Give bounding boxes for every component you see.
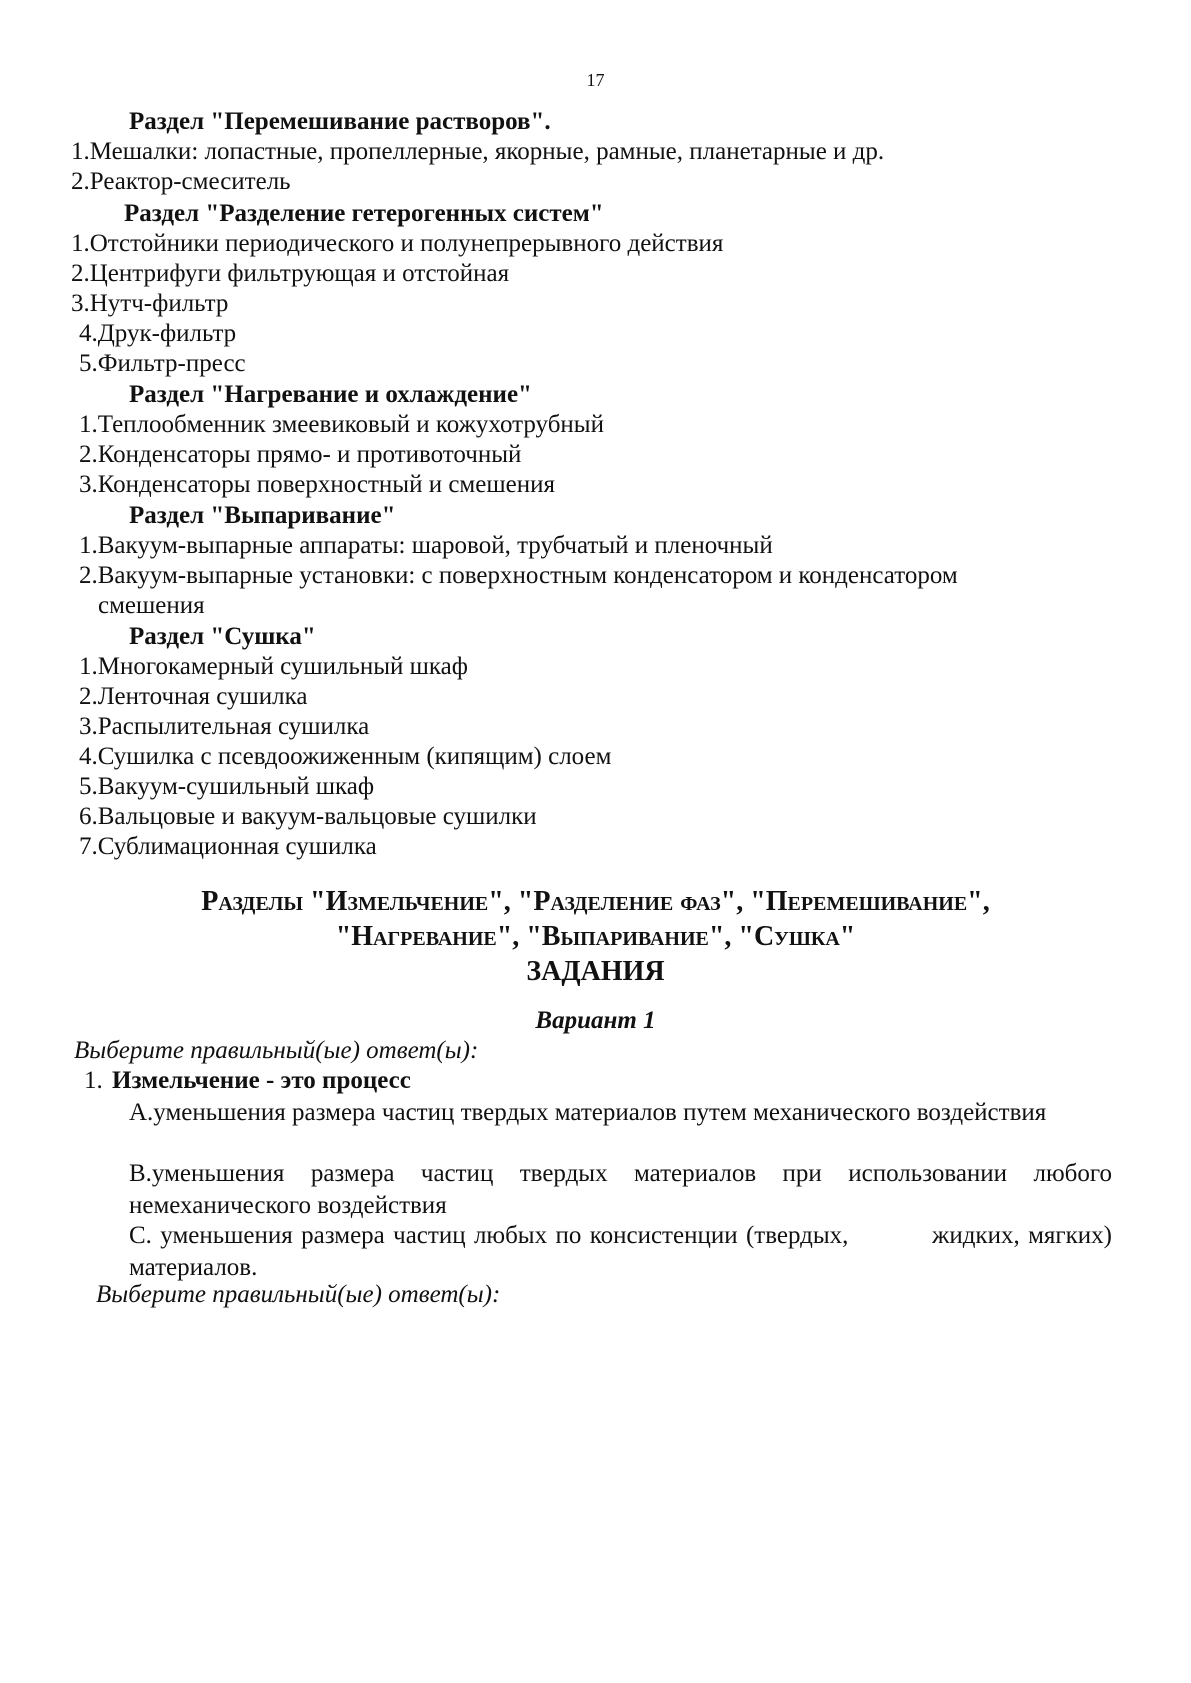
list-item: 3.Распылительная сушилка bbox=[79, 713, 370, 740]
list-item: 1.Мешалки: лопастные, пропеллерные, якорные, рамные, планетарные и др. bbox=[71, 138, 885, 165]
list-item: 2.Реактор-смеситель bbox=[71, 168, 291, 195]
instruction-text: Выберите правильный(ые) ответ(ы): bbox=[74, 1037, 479, 1064]
section-heading-evaporation: Раздел "Выпаривание" bbox=[129, 502, 396, 529]
instruction-text-2: Выберите правильный(ые) ответ(ы): bbox=[96, 1281, 501, 1308]
list-item: 3.Конденсаторы поверхностный и смешения bbox=[79, 471, 555, 498]
list-item: 5.Фильтр-пресс bbox=[79, 350, 246, 377]
list-item: 2.Ленточная сушилка bbox=[79, 683, 308, 710]
list-item: 6.Вальцовые и вакуум-вальцовые сушилки bbox=[79, 803, 537, 830]
list-item: 5.Вакуум-сушильный шкаф bbox=[79, 773, 375, 800]
list-item: 2.Вакуум-выпарные установки: с поверхностным конденсатором и конденсатором bbox=[79, 562, 958, 589]
list-item: 1.Вакуум-выпарные аппараты: шаровой, трубчатый и пленочный bbox=[79, 532, 773, 559]
list-item: 7.Сублимационная сушилка bbox=[79, 833, 377, 860]
question-text: Измельчение - это процесс bbox=[112, 1067, 411, 1094]
list-item: 4.Сушилка с псевдоожиженным (кипящим) слоем bbox=[79, 743, 612, 770]
page-number: 17 bbox=[586, 70, 605, 90]
answer-option-b: В.уменьшения размера частиц твердых материалов при использовании любого немеханического воздействия bbox=[129, 1160, 1112, 1219]
section-heading-drying: Раздел "Сушка" bbox=[129, 623, 316, 650]
list-item: 1.Теплообменник змеевиковый и кожухотрубный bbox=[79, 411, 604, 438]
list-item: 4.Друк-фильтр bbox=[79, 320, 237, 347]
list-item: 1.Отстойники периодического и полунепрерывного действия bbox=[71, 230, 724, 257]
variant-heading: Вариант 1 bbox=[535, 1007, 656, 1034]
section-heading-separation: Раздел "Разделение гетерогенных систем" bbox=[124, 200, 604, 227]
question-number: 1. bbox=[84, 1067, 103, 1094]
answer-option-a: А.уменьшения размера частиц твердых материалов путем механического воздействия bbox=[129, 1099, 1047, 1126]
tasks-title-line1: Разделы "Измельчение", "Разделение фаз", "Перемешивание", bbox=[201, 886, 990, 917]
section-heading-mixing: Раздел "Перемешивание растворов". bbox=[129, 108, 551, 135]
list-item: 2.Конденсаторы прямо- и противоточный bbox=[79, 441, 522, 468]
list-item: 3.Нутч-фильтр bbox=[71, 290, 229, 317]
list-item: 1.Многокамерный сушильный шкаф bbox=[79, 653, 468, 680]
list-item: 2.Центрифуги фильтрующая и отстойная bbox=[71, 260, 510, 287]
tasks-title: ЗАДАНИЯ bbox=[526, 956, 665, 987]
list-item-continuation: смешения bbox=[98, 592, 205, 619]
section-heading-heating: Раздел "Нагревание и охлаждение" bbox=[129, 381, 532, 408]
tasks-title-line2: "Нагревание", "Выпаривание", "Сушка" bbox=[335, 921, 856, 952]
answer-option-c: С. уменьшения размера частиц любых по консистенции (твердых, жидких, мягких) материалов. bbox=[129, 1222, 1125, 1281]
